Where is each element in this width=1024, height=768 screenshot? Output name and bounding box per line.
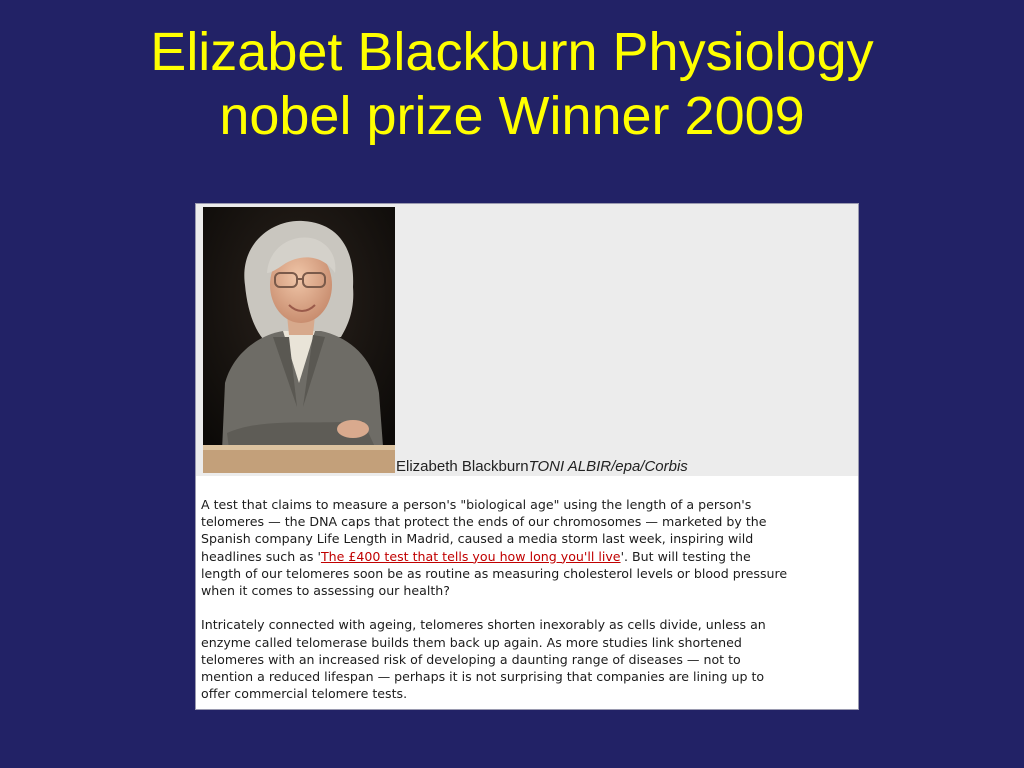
article-paragraph-2 [201,616,859,702]
paragraph-2-line-2: enzyme called telomerase builds them back up again. As more studies link shortened [201,634,742,650]
paragraph-1-line-3: Spanish company Life Length in Madrid, caused a media storm last week, inspiring wild [201,531,754,547]
paragraph-1-line-5: length of our telomeres soon be as routine as measuring cholesterol levels or blood pressure [201,565,788,581]
headline-link[interactable]: The £400 test that tells you how long you'll live [320,548,621,564]
paragraph-1-line-6: when it comes to assessing our health? [201,583,450,599]
portrait-photo [203,207,395,473]
paragraph-2-line-5: offer commercial telomere tests. [201,686,408,702]
paragraph-1-line-4 [201,548,859,565]
paragraph-1-line-1: A test that claims to measure a person's "biological age" using the length of a person's [201,497,752,512]
line-4-prefix: headlines such as ' [201,548,321,564]
slide-title-line-1: Elizabet Blackburn Physiology [150,22,874,82]
article-body [201,496,859,702]
paragraph-2-line-1: Intricately connected with ageing, telomeres shorten inexorably as cells divide, unless an [201,617,766,633]
article-paragraph-1 [201,496,859,599]
slide-title-line-2: nobel prize Winner 2009 [219,86,805,146]
caption-credit: TONI ALBIR/epa/Corbis [528,458,688,475]
paragraph-2-line-3: telomeres with an increased risk of developing a daunting range of diseases — not to [201,651,741,667]
photo-caption [396,458,688,475]
line-4-suffix: '. But will testing the [620,548,751,564]
caption-name: Elizabeth Blackburn [396,458,529,475]
portrait-illustration [203,207,395,473]
paragraph-gap [201,599,859,616]
article-screenshot [195,203,859,710]
paragraph-2-line-4: mention a reduced lifespan — perhaps it is not surprising that companies are lining up to [201,669,765,685]
paragraph-1-line-2: telomeres — the DNA caps that protect the ends of our chromosomes — marketed by the [201,514,767,530]
slide-title [0,20,1024,148]
